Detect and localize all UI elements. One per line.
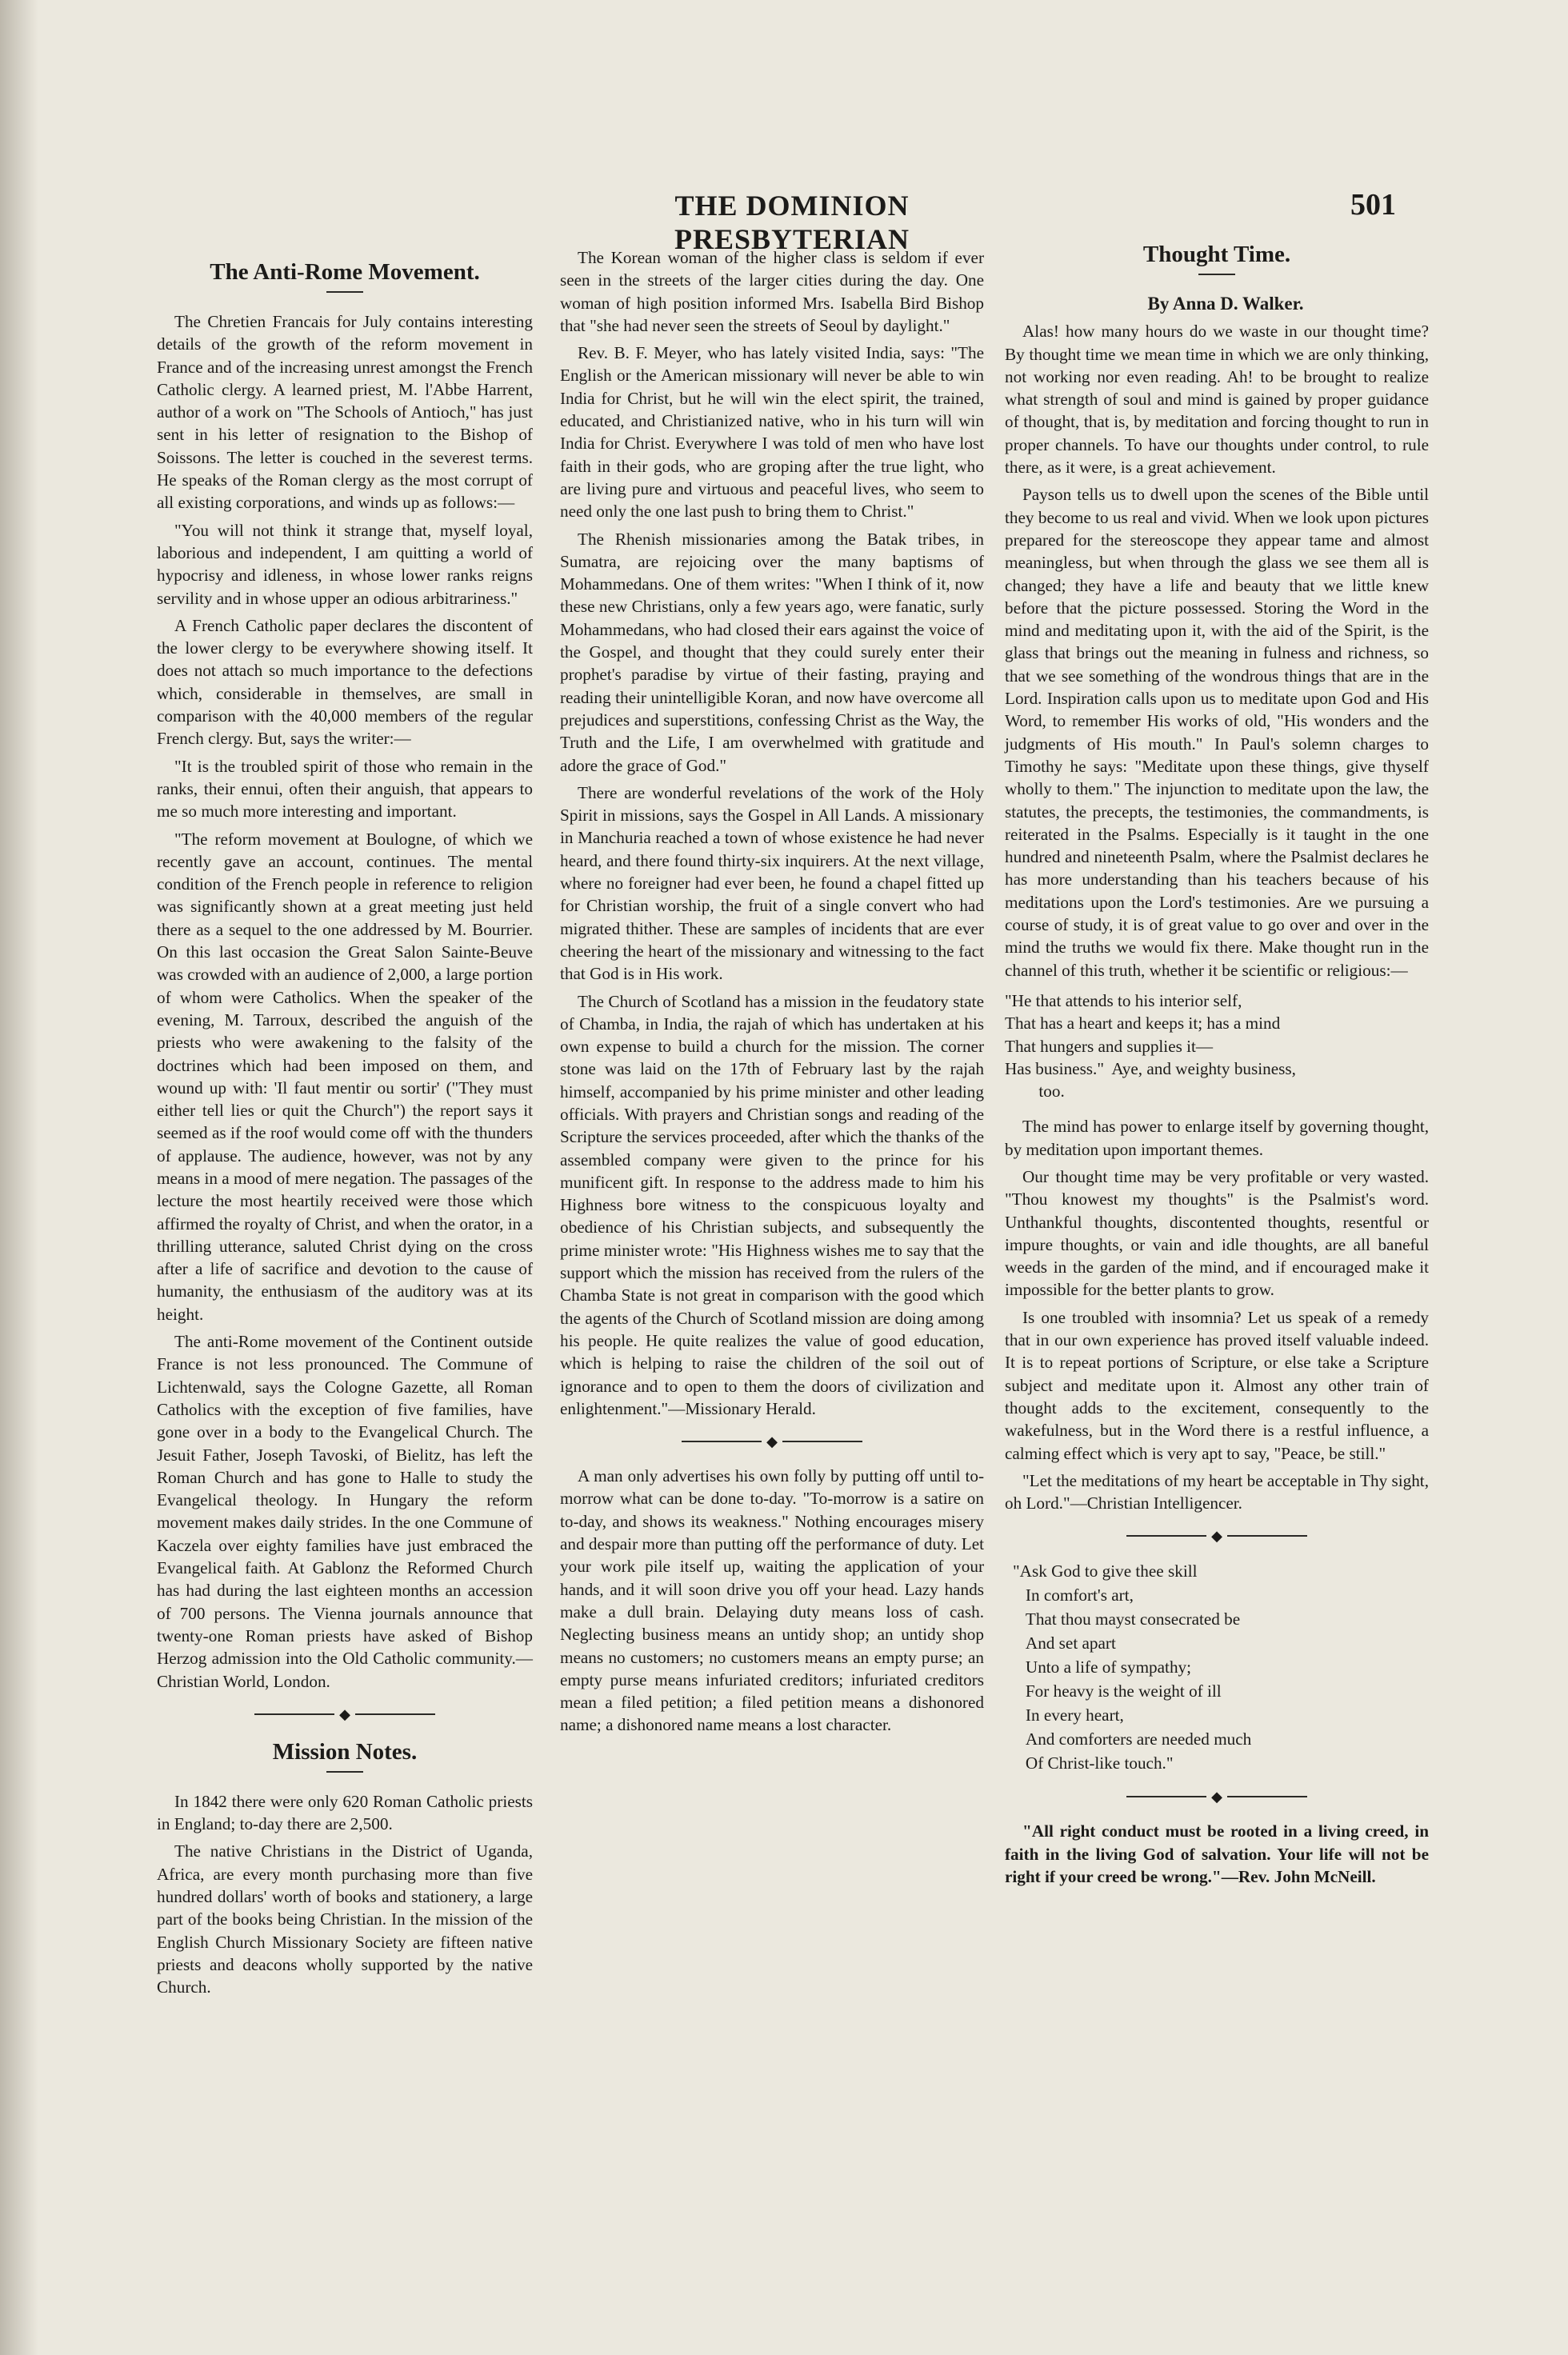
column-left bbox=[157, 254, 533, 2003]
masthead: THE DOMINION PRESBYTERIAN bbox=[674, 190, 910, 255]
paragraph: The Korean woman of the higher class is seldom if ever seen in the streets of the larger cities during the day. One woman of high position informed Mrs. Isabella Bird Bishop that "she had never seen the streets of Seoul by daylight." bbox=[560, 248, 984, 335]
paragraph: In 1842 there were only 620 Roman Catholic priests in England; to-day there are 2,500. bbox=[157, 1791, 533, 1834]
paragraph: The native Christians in the District of Uganda, Africa, are every month purchasing more than five hundred dollars' worth of books and stationery, a large part of the books being Christian. In the mission of the English Church Missionary Society are fifteen native priests and deacons wholly supported by the native Church. bbox=[157, 1841, 533, 1997]
article-title-anti-rome: The Anti-Rome Movement. bbox=[210, 259, 480, 285]
poem bbox=[1013, 1559, 1429, 1775]
paragraph: Payson tells us to dwell upon the scenes of the Bible until they become to us real and vivid. When we look upon pictures prepared for the stereoscope they appear tame and almost meaningless, but when through the glass we see them all is changed; they have a life and beauty that we little knew before that the picture possessed. Storing the Word in the mind and meditating upon it, with the aid of the Spirit, is the glass that brings out the meaning in fulness and richness, so that we see something of the wondrous things that are in the Lord. Inspiration calls upon us to meditate upon God and His Word, to remember His works of old, "His wonders and the judgments of His mouth." In Paul's solemn charges to Timothy he says: "Meditate upon these things, give thyself wholly to them." The injunction to meditate upon the law, the statutes, the precepts, the testimonies, the commandments, is reiterated in the Psalms. Especially is it taught in the one hundred and nineteenth Psalm, where the Psalmist declares he has more understanding than his teachers because of his meditations upon the Lord's testimonies. Are we pursuing a course of study, it is of great value to go over and over in the mind the truths we would fix there. Make thought run in the channel of this truth, whether it be scientific or religious:— bbox=[1005, 485, 1429, 980]
verse-line: too. bbox=[1005, 1082, 1065, 1102]
page-number: 501 bbox=[1350, 188, 1396, 222]
section-divider bbox=[560, 1434, 984, 1449]
article-title-thought-time: Thought Time. bbox=[1142, 242, 1291, 267]
poem-line: In every heart, bbox=[1013, 1705, 1124, 1725]
paragraph: The Chretien Francais for July contains interesting details of the growth of the reform movement in France and of the increasing unrest amongst the French Catholic clergy. A learned priest, M. l'Abbe Harrent, author of a work on "The Schools of Antioch," has just sent in his letter of resignation to the Bishop of Soissons. The letter is couched in the severest terms. He speaks of the Roman clergy as the most corrupt of all existing corporations, and winds up as follows:— bbox=[157, 312, 533, 513]
paragraph: Is one troubled with insomnia? Let us speak of a remedy that in our own experience has proved itself valuable indeed. It is to repeat portions of Scripture, or else take a Scripture subject and meditate upon it. Almost any other train of thought adds to the excitement, consequently to the wakefulness, but in the Word there is a restful influence, a calming effect which is very apt to say, "Peace, be still." bbox=[1005, 1307, 1429, 1463]
paragraph: The anti-Rome movement of the Continent outside France is not less pronounced. The Commune of Lichtenwald, says the Cologne Gazette, all Roman Catholics with the exception of five families, have gone over in a body to the Evangelical Church. The Jesuit Father, Joseph Tavoski, of Bielitz, has left the Roman Church and has gone to Halle to study the Evangelical theology. In Hungary the reform movement makes daily strides. In the one Commune of Kaczela over eighty families have just embraced the Evangelical faith. At Gablonz the Reformed Church has had during the last eighteen months an accession of 700 persons. The Vienna journals announce that twenty-one Roman priests have asked of Bishop Herzog admission into the Old Catholic community.—Christian World, London. bbox=[157, 1332, 533, 1691]
title-rule bbox=[1198, 274, 1235, 275]
title-rule bbox=[326, 291, 363, 293]
poem-line: And comforters are needed much bbox=[1013, 1729, 1252, 1749]
paragraph: Rev. B. F. Meyer, who has lately visited India, says: "The English or the American missionary will never be able to win India for Christ, but he will win the elect spirit, the trained, educated, and Christianized native, who in his turn will win India for Christ. Everywhere I was told of men who have lost faith in their gods, who are groping after the true light, who are living pure and virtuous and peaceful lives, who seem to need only the one last push to bring them to Christ." bbox=[560, 343, 984, 522]
title-rule bbox=[326, 1771, 363, 1773]
paragraph: "You will not think it strange that, myself loyal, laborious and independent, I am quitting a world of hypocrisy and idleness, in whose lower ranks reigns servility and in whose upper an odious arbitrariness." bbox=[157, 520, 533, 608]
poem-line: Of Christ-like touch." bbox=[1013, 1753, 1174, 1773]
diamond-ornament-icon: ◆ bbox=[766, 1433, 778, 1450]
verse-line: That hungers and supplies it— bbox=[1005, 1036, 1214, 1056]
paragraph: A man only advertises his own folly by putting off until to-morrow what can be done to-day. "To-morrow is a satire on to-day, and shows its weakness." Nothing encourages misery and despair more than putting off the performance of duty. Let your work pile itself up, waiting the application of your hands, and it will soon drive you off your head. Lazy hands make a dull brain. Delaying duty means loss of cash. Neglecting business means an untidy shop; an untidy shop means no customers; no customers means an empty purse; an empty purse means infuriated creditors; infuriated creditors mean a filed petition; a filed petition means a dishonored name; a dishonored name means a lost character. bbox=[560, 1466, 984, 1735]
paragraph: A French Catholic paper declares the discontent of the lower clergy to be everywhere showing itself. It does not attach so much importance to the defections which, considerable in themselves, are small in comparison with the 40,000 members of the regular French clergy. But, says the writer:— bbox=[157, 615, 533, 749]
poem-line: Unto a life of sympathy; bbox=[1013, 1657, 1192, 1677]
column-right bbox=[1005, 237, 1429, 1893]
poem-line: For heavy is the weight of ill bbox=[1013, 1681, 1222, 1701]
closing-quote: "All right conduct must be rooted in a living creed, in faith in the living God of salvation. Your life will not be right if your creed be wrong."—Rev. John McNeill. bbox=[1005, 1821, 1429, 1887]
paragraph: The mind has power to enlarge itself by governing thought, by meditation upon important themes. bbox=[1005, 1117, 1429, 1159]
paragraph: The Church of Scotland has a mission in the feudatory state of Chamba, in India, the rajah of which has undertaken at his own expense to build a church for the mission. The corner stone was laid on the 17th of February last by the rajah himself, accompanied by his prime minister and other leading officials. With prayers and Christian songs and reading of the Scripture the services proceeded, after which the thanks of the assembled company were given to the prince for his munificent gift. In response to the address made to him his Highness bore witness to the conspicuous loyalty and obedience of his Christian subjects, and subsequently the prime minister wrote: "His Highness wishes me to say that the support which the mission has received from the rulers of the Chamba State is not great in comparison with the good which the agents of the Church of Scotland mission are doing among his people. He quite realizes the value of good education, which is helping to raise the children of the soil out of ignorance and to open to them the doors of civilization and enlightenment."—Missionary Herald. bbox=[560, 991, 984, 1418]
poem-line: In comfort's art, bbox=[1013, 1585, 1134, 1605]
column-middle bbox=[560, 246, 984, 1741]
paragraph: There are wonderful revelations of the work of the Holy Spirit in missions, says the Gospel in All Lands. A missionary in Manchuria reached a town of whose existence he had never heard, and there found thirty-six inquirers. At the next village, where no foreigner had ever been, he found a chapel fitted up for Christian worship, the fruit of a single convert who had migrated thither. These are samples of incidents that are ever cheering the heart of the missionary and witnessing to the fact that God is in His work. bbox=[560, 782, 984, 984]
paragraph: Our thought time may be very profitable or very wasted. "Thou knowest my thoughts" is the Psalmist's word. Unthankful thoughts, discontented thoughts, resentful or impure thoughts, or vain and idle thoughts, are all baneful weeds in the garden of the mind, and if encouraged make it impossible for the better plants to grow. bbox=[1005, 1166, 1429, 1300]
section-divider bbox=[1005, 1529, 1429, 1543]
section-divider bbox=[1005, 1789, 1429, 1804]
section-divider bbox=[157, 1707, 533, 1721]
paragraph: "It is the troubled spirit of those who remain in the ranks, their ennui, often their anguish, that appears to me so much more interesting and important. bbox=[157, 756, 533, 822]
diamond-ornament-icon: ◆ bbox=[1211, 1789, 1222, 1805]
poem-line: That thou mayst consecrated be bbox=[1013, 1609, 1241, 1629]
diamond-ornament-icon: ◆ bbox=[339, 1705, 350, 1722]
diamond-ornament-icon: ◆ bbox=[1211, 1528, 1222, 1545]
verse-quote bbox=[1005, 990, 1429, 1102]
paragraph: "Let the meditations of my heart be acceptable in Thy sight, oh Lord."—Christian Intelligencer. bbox=[1005, 1470, 1429, 1513]
poem-line: "Ask God to give thee skill bbox=[1013, 1561, 1198, 1581]
paragraph: "The reform movement at Boulogne, of which we recently gave an account, continues. The mental condition of the French people in reference to religion was significantly shown at a great meeting just held there as a sequel to the one addressed by M. Bourrier. On this last occasion the Great Salon Sainte-Beuve was crowded with an audience of 2,000, a large portion of whom were Catholics. When the speaker of the evening, M. Tarroux, described the anguish of the priests who were awakening to the falsity of the doctrines which had been imposed on them, and wound up with: 'Il faut mentir ou sortir' ("They must either tell lies or quit the Church") the report says it seemed as if the roof would come off with the thunders of applause. The audience, however, was not by any means in a mood of mere negation. The passages of the lecture the most heartily received were those which affirmed the royalty of Christ, and when the orator, in a thrilling utterance, saluted Christ dying on the cross after a life of sacrifice and devotion to the cause of humanity, the enthusiasm of the auditory was at its height. bbox=[157, 829, 533, 1324]
poem-line: And set apart bbox=[1013, 1633, 1116, 1653]
paragraph: Alas! how many hours do we waste in our thought time? By thought time we mean time in which we are only thinking, not working nor even reading. Ah! to be brought to realize what strength of soul and mind is gained by proper guidance of thought, that is, by meditation and forcing thought to run in proper channels. To have our thoughts under control, to rule there, as it were, is a great achievement. bbox=[1005, 322, 1429, 478]
article-title-mission-notes: Mission Notes. bbox=[272, 1738, 418, 1765]
page-edge-shadow bbox=[0, 0, 38, 2355]
verse-line: Has business." Aye, and weighty business, bbox=[1005, 1058, 1296, 1078]
verse-line: "He that attends to his interior self, bbox=[1005, 990, 1242, 1010]
verse-line: That has a heart and keeps it; has a mind bbox=[1005, 1014, 1281, 1034]
paragraph: The Rhenish missionaries among the Batak tribes, in Sumatra, are rejoicing over the many baptisms of Mohammedans. One of them writes: "When I think of it, now these new Christians, only a few years ago, were fanatic, surly Mohammedans, who had closed their ears against the voice of the Gospel, and thought that they could surely enter their prophet's paradise by virtue of their fasting, praying and reading their unintelligible Koran, and now have overcome all prejudices and superstitions, confessing Christ as the Way, the Truth and the Life, I am overwhelmed with gratitude and adore the grace of God." bbox=[560, 529, 984, 775]
byline: By Anna D. Walker. bbox=[1147, 294, 1304, 314]
